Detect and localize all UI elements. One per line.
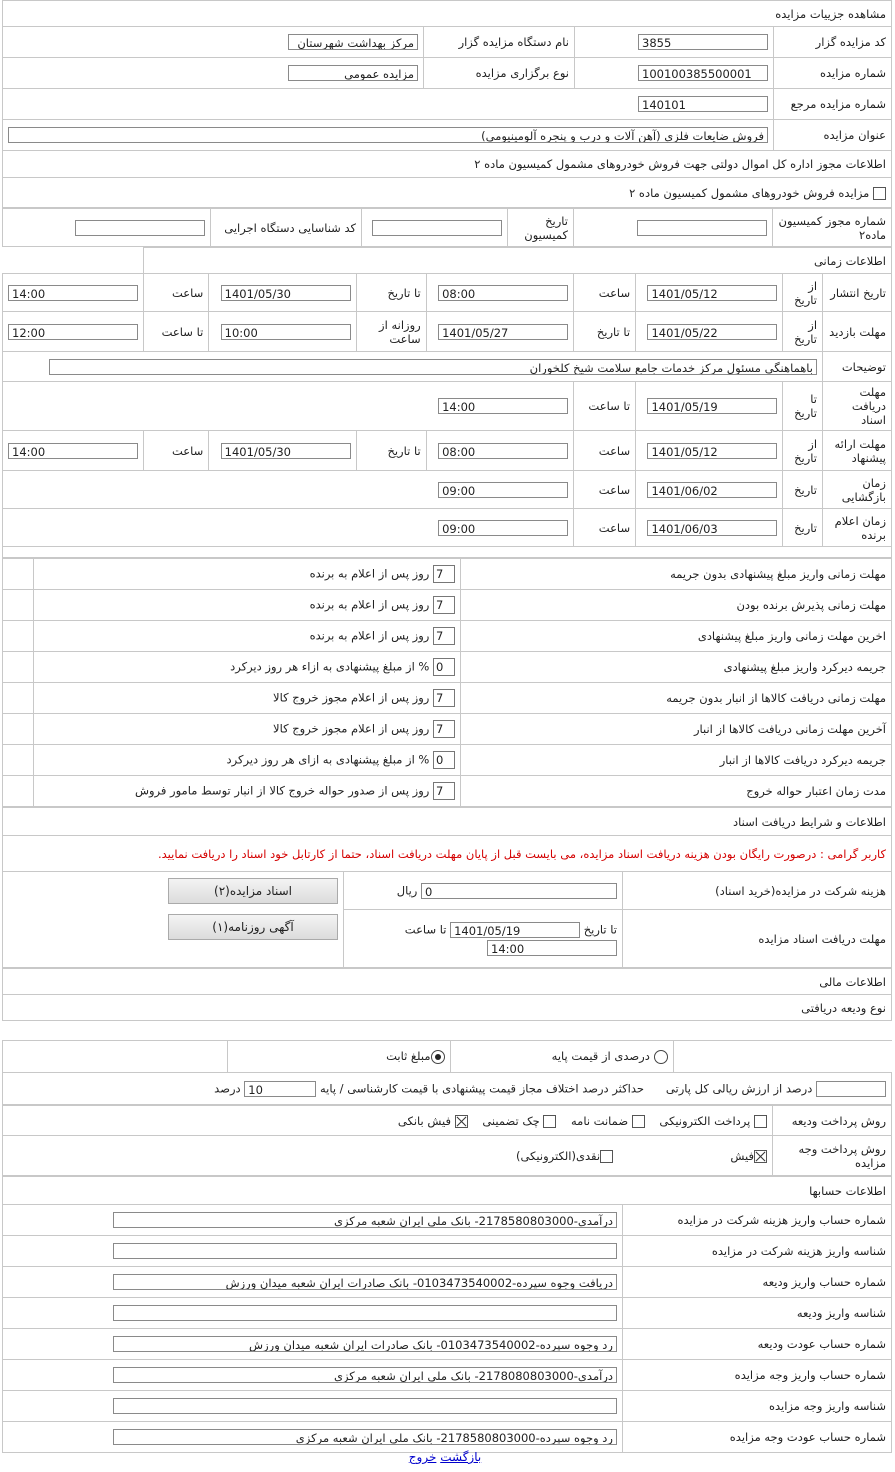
docs-to-label: تا تاریخ	[783, 382, 823, 431]
publish-to-time-label: ساعت	[144, 274, 209, 312]
deadline-row	[3, 714, 892, 745]
newspaper-ad-button[interactable]: آگهی روزنامه(۱)	[168, 914, 338, 940]
auction-code-field: 3855	[638, 34, 768, 50]
deadline-row	[3, 621, 892, 652]
title-field: فروش ضایعات فلزی (آهن آلات و درب و پنجره آلومینیومی)	[8, 127, 768, 143]
deadline-unit: روز پس از اعلام به برنده	[309, 597, 430, 612]
account-label: شماره حساب عودت وجه مزایده	[623, 1422, 892, 1453]
deposit-pay-label: روش پرداخت ودیعه	[773, 1106, 892, 1136]
auction-number-label: شماره مزایده	[774, 58, 892, 89]
receive-to-date-label: تا تاریخ	[583, 922, 617, 936]
accounts-table	[2, 1176, 892, 1453]
device-id-label: کد شناسایی دستگاه اجرایی	[211, 209, 362, 247]
winner-time-field: 09:00	[438, 520, 568, 536]
license-header: اطلاعات مجوز اداره کل اموال دولتی جهت فروش خودروهای مشمول کمیسیون ماده ۲	[3, 151, 892, 178]
offer-to-label: تا تاریخ	[356, 431, 426, 471]
auction-pay-label: روش پرداخت وجه مزایده	[773, 1136, 892, 1176]
offer-to-time-field: 14:00	[8, 443, 138, 459]
publish-to-field: 1401/05/30	[221, 285, 351, 301]
open-label: زمان بازگشایی	[823, 471, 892, 509]
ref-number-label: شماره مزایده مرجع	[774, 89, 892, 120]
docs-to-time-field: 14:00	[438, 398, 568, 414]
open-date-label: تاریخ	[783, 471, 823, 509]
open-time-label: ساعت	[574, 471, 636, 509]
account-field	[113, 1243, 617, 1259]
account-label: شناسه واریز ودیعه	[623, 1298, 892, 1329]
deposit-type-label: نوع ودیعه دریافتی	[3, 995, 892, 1021]
deadline-unit: % از مبلغ پیشنهادی به ازاء هر روز دیرکرد	[230, 659, 430, 674]
visit-to-label: تا تاریخ	[574, 312, 636, 352]
deadline-value: 7	[433, 720, 455, 738]
deadline-value: 7	[433, 627, 455, 645]
account-label: شماره حساب واریز هزینه شرکت در مزایده	[623, 1205, 892, 1236]
visit-daily-to-label: تا ساعت	[144, 312, 209, 352]
commission-checkbox-label: مزایده فروش خودروهای مشمول کمیسیون ماده ۲	[629, 185, 870, 200]
basic-info-table	[2, 0, 892, 208]
device-id-field	[75, 220, 205, 236]
title-label: عنوان مزایده	[774, 120, 892, 151]
deadline-row	[3, 776, 892, 807]
receive-label: مهلت دریافت اسناد مزایده	[623, 910, 892, 968]
auction-code-label: کد مزایده گزار	[774, 27, 892, 58]
auction-details-page	[2, 0, 892, 1453]
license-no-label: شماره مجوز کمیسیون ماده۲	[773, 209, 892, 247]
pay-receipt-label: فیش بانکی	[397, 1113, 452, 1128]
deadline-unit: روز پس از اعلام به برنده	[309, 566, 430, 581]
accounts-header: اطلاعات حسابها	[3, 1177, 892, 1205]
deadline-unit: روز پس از اعلام به برنده	[309, 628, 430, 643]
percent-value-field	[816, 1081, 886, 1097]
pay-cash-checkbox[interactable]	[600, 1150, 613, 1163]
publish-from-label: از تاریخ	[783, 274, 823, 312]
winner-date-field: 1401/06/03	[647, 520, 777, 536]
max-diff-field: 10	[244, 1081, 316, 1097]
account-field: دریافت وجوه سپرده-0103473540002- بانک صادرات ایران شعبه میدان ورزش	[113, 1274, 617, 1290]
account-label: شماره حساب عودت ودیعه	[623, 1329, 892, 1360]
back-link[interactable]: بازگشت	[440, 1450, 482, 1464]
deadline-label: آخرین مهلت زمانی دریافت کالاها از انبار	[461, 714, 892, 745]
docs-to-field: 1401/05/19	[647, 398, 777, 414]
visit-from-field: 1401/05/22	[647, 324, 777, 340]
pay-fish-label: فیش	[730, 1148, 754, 1163]
deadline-label: جریمه دیرکرد دریافت کالاها از انبار	[461, 745, 892, 776]
commission-date-label: تاریخ کمیسیون	[508, 209, 574, 247]
auction-type-field: مزایده عمومی	[288, 65, 418, 81]
account-row	[3, 1329, 892, 1360]
account-row	[3, 1267, 892, 1298]
deadline-unit: روز پس از اعلام مجوز خروج کالا	[273, 690, 430, 705]
deadline-row	[3, 559, 892, 590]
offer-from-field: 1401/05/12	[647, 443, 777, 459]
auction-docs-button[interactable]: اسناد مزایده(۲)	[168, 878, 338, 904]
account-field: درآمدی-2178080803000- بانک ملی ایران شعبه مرکزی	[113, 1367, 617, 1383]
receive-to-time-label: تا ساعت	[404, 922, 447, 936]
auction-type-label: نوع برگزاری مزایده	[424, 58, 575, 89]
deadline-label: جریمه دیرکرد واریز مبلغ پیشنهادی	[461, 652, 892, 683]
docs-to-time-label: تا ساعت	[574, 382, 636, 431]
license-no-field	[637, 220, 767, 236]
page-title: مشاهده جزییات مزایده	[3, 1, 892, 27]
fixed-radio[interactable]	[431, 1050, 445, 1064]
account-row	[3, 1422, 892, 1453]
deadline-value: 7	[433, 596, 455, 614]
account-row	[3, 1298, 892, 1329]
account-label: شناسه واریز وجه مزایده	[623, 1391, 892, 1422]
deadline-unit: روز پس از صدور حواله خروج کالا از انبار توسط مامور فروش	[134, 783, 430, 798]
offer-from-time-label: ساعت	[574, 431, 636, 471]
deadline-label: مهلت زمانی دریافت کالاها از انبار بدون جریمه	[461, 683, 892, 714]
max-diff-label: حداکثر درصد اختلاف مجاز قیمت پیشنهادی با قیمت کارشناسی / پایه	[319, 1081, 644, 1095]
account-row	[3, 1205, 892, 1236]
account-field: رد وجوه سپرده-2178580803000- بانک ملی ایران شعبه مرکزی	[113, 1429, 617, 1445]
auctioneer-field: مرکز بهداشت شهرستان	[288, 34, 418, 50]
deadline-label: مهلت زمانی پذیرش برنده بودن	[461, 590, 892, 621]
deadline-row	[3, 745, 892, 776]
exit-link[interactable]: خروج	[408, 1450, 437, 1464]
documents-header: اطلاعات و شرایط دریافت اسناد	[3, 808, 892, 836]
offer-label: مهلت ارائه پیشنهاد	[823, 431, 892, 471]
pay-cash-label: نقدی(الکترونیکی)	[515, 1148, 601, 1163]
account-field	[113, 1305, 617, 1321]
pay-guarantee-checkbox[interactable]	[632, 1115, 645, 1128]
pay-electronic-label: پرداخت الکترونیکی	[659, 1113, 751, 1128]
account-field: درآمدی-2178580803000- بانک ملی ایران شعبه مرکزی	[113, 1212, 617, 1228]
deadline-value: 0	[433, 751, 455, 769]
documents-table	[2, 807, 892, 968]
fixed-radio-label: مبلغ ثابت	[386, 1049, 431, 1064]
publish-from-time-field: 08:00	[438, 285, 568, 301]
receive-to-time-field: 14:00	[487, 940, 617, 956]
finance-table	[2, 968, 892, 1105]
visit-from-label: از تاریخ	[783, 312, 823, 352]
payment-table	[2, 1105, 892, 1176]
deadline-row	[3, 590, 892, 621]
deadline-unit: روز پس از اعلام مجوز خروج کالا	[273, 721, 430, 736]
offer-from-label: از تاریخ	[783, 431, 823, 471]
publish-to-time-field: 14:00	[8, 285, 138, 301]
deadline-row	[3, 652, 892, 683]
offer-to-field: 1401/05/30	[221, 443, 351, 459]
percent-radio[interactable]	[654, 1050, 668, 1064]
ref-number-field: 140101	[638, 96, 768, 112]
deadline-value: 7	[433, 565, 455, 583]
fee-label: هزینه شرکت در مزایده(خرید اسناد)	[623, 872, 892, 910]
pay-electronic-checkbox[interactable]	[754, 1115, 767, 1128]
account-field	[113, 1398, 617, 1414]
deadline-table	[2, 558, 892, 807]
receive-to-date-field: 1401/05/19	[450, 922, 580, 938]
winner-time-label: ساعت	[574, 509, 636, 547]
visit-daily-to-field: 12:00	[8, 324, 138, 340]
visit-label: مهلت بازدید	[823, 312, 892, 352]
percent-radio-label: درصدی از قیمت پایه	[551, 1049, 650, 1064]
account-label: شماره حساب واریز ودیعه	[623, 1267, 892, 1298]
time-table	[2, 247, 892, 558]
offer-to-time-label: ساعت	[144, 431, 209, 471]
winner-date-label: تاریخ	[783, 509, 823, 547]
finance-header: اطلاعات مالی	[3, 969, 892, 995]
fee-field: 0	[421, 883, 617, 899]
deadline-label: مدت زمان اعتبار حواله خروج	[461, 776, 892, 807]
commission-checkbox[interactable]	[873, 187, 886, 200]
time-header: اطلاعات زمانی	[144, 248, 892, 274]
pay-check-checkbox[interactable]	[543, 1115, 556, 1128]
footer-links	[0, 1450, 890, 1464]
visit-to-field: 1401/05/27	[438, 324, 568, 340]
publish-label: تاریخ انتشار	[823, 274, 892, 312]
deadline-value: 0	[433, 658, 455, 676]
max-diff-unit: درصد	[214, 1081, 241, 1095]
publish-from-field: 1401/05/12	[647, 285, 777, 301]
deadline-unit: % از مبلغ پیشنهادی به ازای هر روز دیرکرد	[226, 752, 430, 767]
license-table	[2, 208, 892, 247]
winner-label: زمان اعلام برنده	[823, 509, 892, 547]
account-label: شناسه واریز هزینه شرکت در مزایده	[623, 1236, 892, 1267]
pay-receipt-checkbox[interactable]	[455, 1115, 468, 1128]
pay-check-label: چک تضمینی	[482, 1113, 540, 1128]
account-row	[3, 1236, 892, 1267]
deadline-row	[3, 683, 892, 714]
deadline-label: مهلت زمانی واریز مبلغ پیشنهادی بدون جریمه	[461, 559, 892, 590]
publish-to-label: تا تاریخ	[356, 274, 426, 312]
deadline-value: 7	[433, 689, 455, 707]
auctioneer-label: نام دستگاه مزایده گزار	[424, 27, 575, 58]
currency-label: ریال	[396, 883, 418, 897]
account-label: شماره حساب واریز وجه مزایده	[623, 1360, 892, 1391]
docs-label: مهلت دریافت اسناد	[823, 382, 892, 431]
visit-daily-from-field: 10:00	[221, 324, 351, 340]
pay-fish-checkbox[interactable]	[754, 1150, 767, 1163]
percent-of-value-label: درصد از ارزش ریالی کل پارتی	[665, 1081, 813, 1095]
deadline-label: اخرین مهلت زمانی واریز مبلغ پیشنهادی	[461, 621, 892, 652]
publish-from-time-label: ساعت	[574, 274, 636, 312]
account-row	[3, 1360, 892, 1391]
open-time-field: 09:00	[438, 482, 568, 498]
offer-from-time-field: 08:00	[438, 443, 568, 459]
account-row	[3, 1391, 892, 1422]
open-date-field: 1401/06/02	[647, 482, 777, 498]
deadline-value: 7	[433, 782, 455, 800]
account-field: رد وجوه سپرده-0103473540002- بانک صادرات ایران شعبه میدان ورزش	[113, 1336, 617, 1352]
desc-field: باهماهنگی مسئول مرکز خدمات جامع سلامت شیخ کلخوران	[49, 359, 817, 375]
commission-date-field	[372, 220, 502, 236]
desc-label: توضیحات	[823, 352, 892, 382]
auction-number-field: 100100385500001	[638, 65, 768, 81]
visit-daily-label: روزانه از ساعت	[356, 312, 426, 352]
pay-guarantee-label: ضمانت نامه	[571, 1113, 629, 1128]
documents-notice: کاربر گرامی : درصورت رایگان بودن هزینه دریافت اسناد مزایده، می بایست قبل از پایان مهلت دریافت اسناد، حتما از کارتابل خود اسناد را دریافت نمایید.	[3, 836, 892, 872]
